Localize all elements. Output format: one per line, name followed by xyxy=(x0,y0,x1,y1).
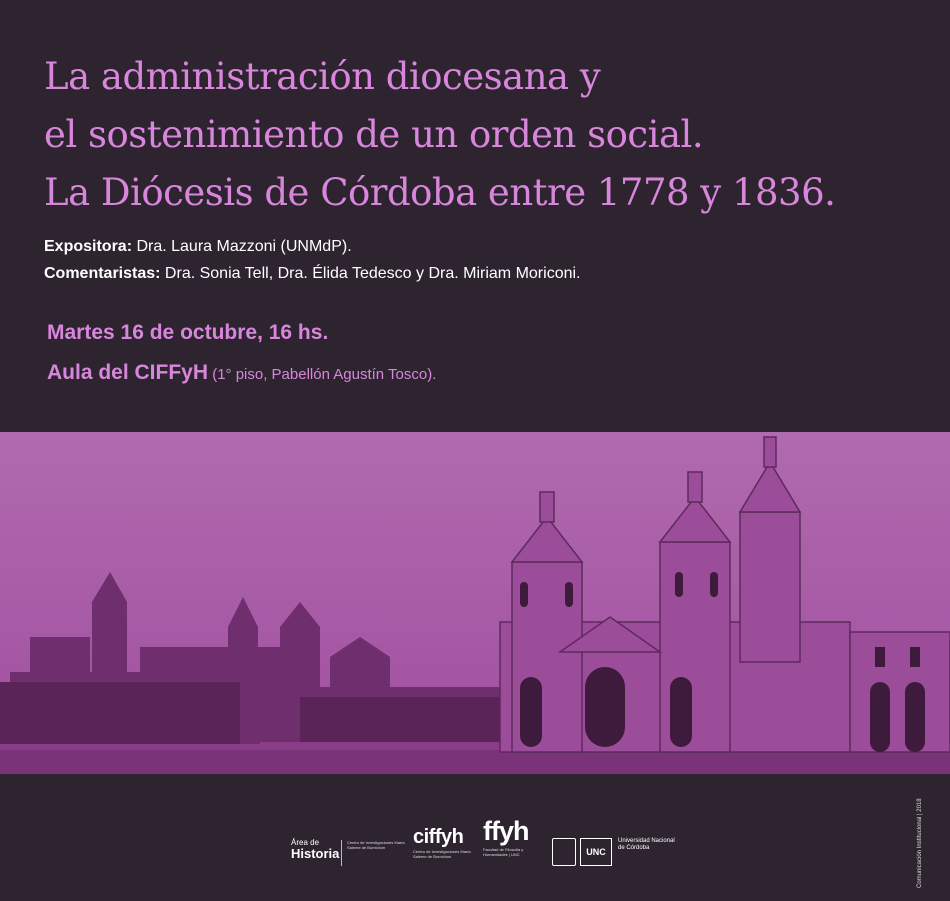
cathedral-illustration xyxy=(0,432,950,774)
unc-name-text: Universidad Nacional de Córdoba xyxy=(618,838,675,851)
event-info xyxy=(47,313,436,395)
side-credit-text: Comunicación Institucional | 2018 xyxy=(917,798,923,888)
participants xyxy=(44,233,580,287)
area-top-text: Área de xyxy=(291,838,320,847)
area-historia-logo xyxy=(291,838,405,861)
cathedral-engraving-image xyxy=(0,432,950,774)
title-line-3: La Diócesis de Córdoba entre 1778 y 1836. xyxy=(44,171,836,214)
event-place-line xyxy=(47,353,436,395)
unc-text: UNC xyxy=(580,838,612,866)
event-place-detail: (1° piso, Pabellón Agustín Tosco). xyxy=(208,366,437,383)
side-credit xyxy=(917,788,929,888)
event-datetime: Martes 16 de octubre, 16 hs. xyxy=(47,321,329,344)
ffyh-logo xyxy=(483,816,543,857)
event-place: Aula del CIFFyH xyxy=(47,361,209,384)
event-title xyxy=(44,48,924,222)
area-name-text: Historia xyxy=(291,846,340,861)
logo-divider xyxy=(341,840,342,866)
area-desc-text: Centro de Investigaciones María Saleme de Burnichon xyxy=(347,840,405,850)
speaker-name: Dra. Laura Mazzoni (UNMdP). xyxy=(132,238,352,255)
commentators-label: Comentaristas: xyxy=(44,265,161,282)
ciffyh-text: ciffyh xyxy=(413,826,464,848)
ciffyh-logo xyxy=(413,826,473,859)
ciffyh-desc-text: Centro de Investigaciones María Saleme de Burnichon xyxy=(413,849,471,859)
ffyh-desc-text: Facultad de Filosofía y Humanidades | UNC xyxy=(483,847,524,857)
commentators-line xyxy=(44,260,580,287)
speaker-label: Expositora: xyxy=(44,238,133,255)
title-line-2: el sostenimiento de un orden social. xyxy=(44,113,704,156)
title-line-1: La administración diocesana y xyxy=(44,55,601,98)
ffyh-text: ffyh xyxy=(483,816,529,846)
sponsor-logos xyxy=(0,780,950,901)
speaker-line xyxy=(44,233,580,260)
commentators-names: Dra. Sonia Tell, Dra. Élida Tedesco y Dra. Miriam Moriconi. xyxy=(160,265,581,282)
unc-shield-icon xyxy=(552,838,576,866)
